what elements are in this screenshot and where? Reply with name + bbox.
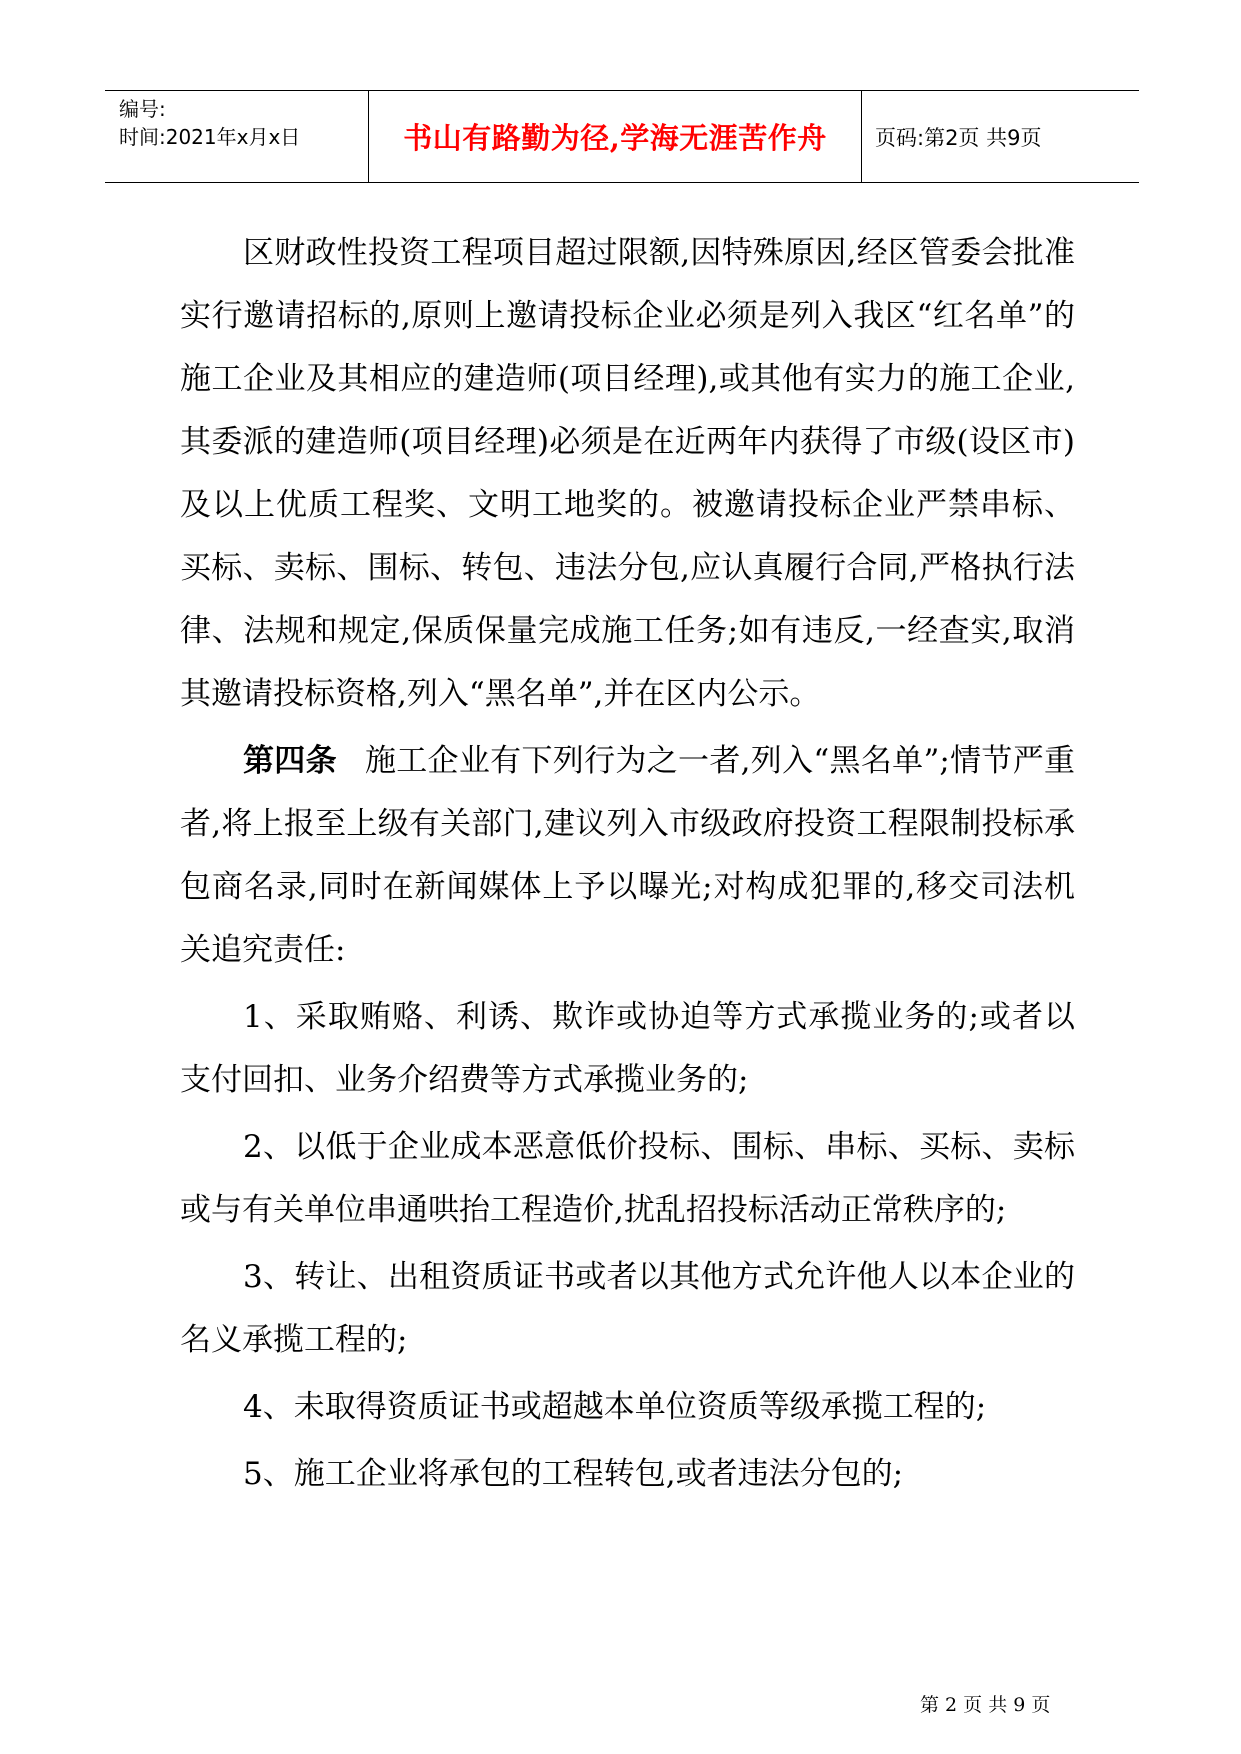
header-meta <box>119 95 300 151</box>
article-four-paragraph <box>180 730 1075 982</box>
list-item: 4、未取得资质证书或超越本单位资质等级承揽工程的; <box>243 1389 987 1425</box>
header-motto: 书山有路勤为径,学海无涯苦作舟 <box>403 121 827 155</box>
body-paragraph: 区财政性投资工程项目超过限额,因特殊原因,经区管委会批准实行邀请招标的,原则上邀请投标企业必须是列入我区“红名单”的施工企业及其相应的建造师(项目经理),或其他有实力的施工企业,其委派的建造师(项目经理)必须是在近两年内获得了市级(设区市)及以上优质工程奖、文明工地奖的。被邀请投标企业严禁串标、买标、卖标、围标、转包、违法分包,应认真履行合同,严格执行法律、法规和规定,保质保量完成施工任务;如有违反,一经查实,取消其邀请投标资格,列入“黑名单”,并在区内公示。 <box>180 235 1075 712</box>
header-divider-right <box>861 91 862 182</box>
article-four-label: 第四条 <box>243 743 337 779</box>
list-item: 5、施工企业将承包的工程转包,或者违法分包的; <box>243 1456 904 1492</box>
document-body <box>180 222 1075 1506</box>
header-divider-left <box>368 91 369 182</box>
page-header <box>105 90 1139 183</box>
list-item: 2、以低于企业成本恶意低价投标、围标、串标、买标、卖标或与有关单位串通哄抬工程造价,扰乱招投标活动正常秩序的; <box>180 1129 1075 1228</box>
list-item: 3、转让、出租资质证书或者以其他方式允许他人以本企业的名义承揽工程的; <box>180 1259 1075 1358</box>
document-time-label: 时间:2021年x月x日 <box>119 125 301 149</box>
list-item: 1、采取贿赂、利诱、欺诈或协迫等方式承揽业务的;或者以支付回扣、业务介绍费等方式承揽业务的; <box>180 999 1075 1098</box>
page-footer: 第 2 页 共 9 页 <box>920 1694 1051 1716</box>
header-page-number: 页码:第2页 共9页 <box>875 125 1042 150</box>
article-four-text: 施工企业有下列行为之一者,列入“黑名单”;情节严重者,将上报至上级有关部门,建议列入市级政府投资工程限制投标承包商名录,同时在新闻媒体上予以曝光;对构成犯罪的,移交司法机关追究责任: <box>180 743 1076 968</box>
document-number-label: 编号: <box>119 97 166 121</box>
